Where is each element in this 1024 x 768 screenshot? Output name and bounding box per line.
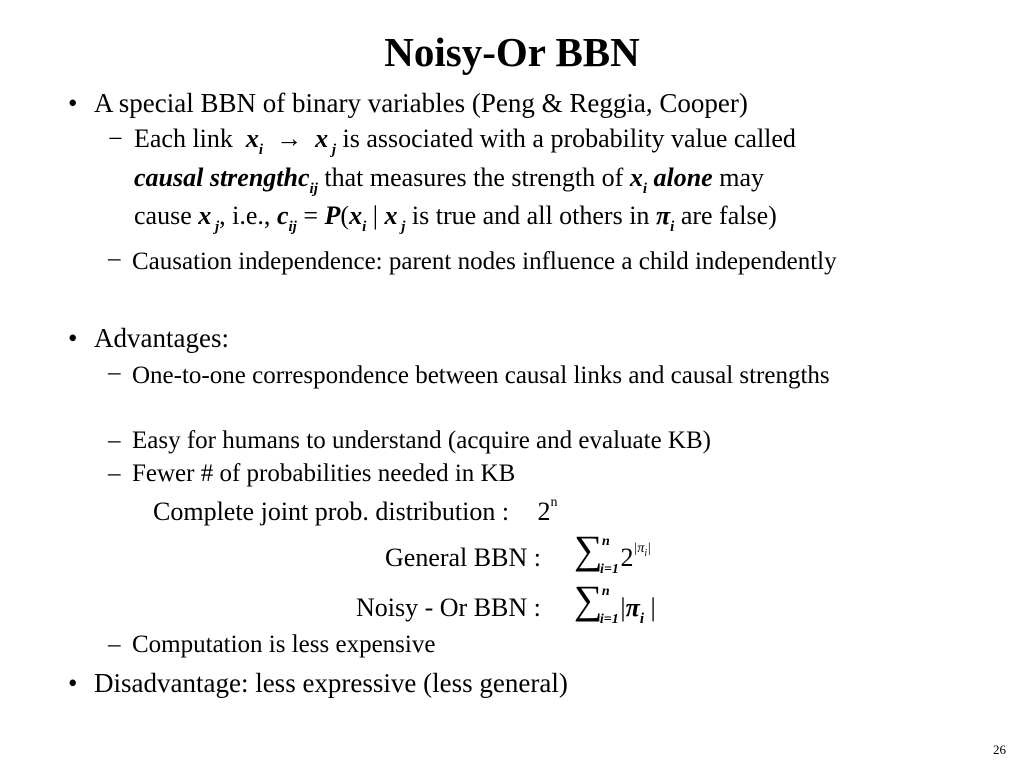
math-c-ij-2: $c_{ij}$ [276, 201, 297, 235]
sum-symbol: ∑ n i=1 [573, 577, 619, 627]
bullet-3-text: Disadvantage: less expressive (less general) [94, 668, 568, 698]
page-number: 26 [993, 742, 1006, 757]
causal-link-line-1 [134, 124, 796, 158]
formula-2-label: General BBN : [385, 542, 541, 572]
line3-end: are false) [680, 201, 777, 230]
causal-link-line-3: cause x $_j$, i.e., $c_{ij} = P(x_i$ | x $_j$ is true and all others in $\pi_i$ are false) [134, 201, 777, 235]
math-c-ij: $c_{ij}$ [298, 163, 318, 197]
arrow-icon: → [269, 124, 309, 153]
advantage-4-text: Computation is less expensive [132, 631, 436, 658]
two-power-n: 2$^n$ [537, 495, 558, 526]
math-x-i-3: $x_i$ [349, 201, 367, 235]
causal-strength-term: causal strength [134, 163, 298, 192]
line2-mid: that measures the strength of [324, 163, 624, 192]
two-power-pi: $2^{|\pi_i|}$ [620, 540, 651, 572]
bullet-dot: • [68, 668, 78, 698]
math-p: P [324, 201, 341, 230]
abs-pi-i: $|\pi_i$ | [620, 592, 656, 627]
dash: – [108, 245, 121, 272]
math-pi-i: $\pi_i$ [655, 201, 675, 235]
advantage-2-text: Easy for humans to understand (acquire and evaluate KB) [132, 427, 711, 454]
slide-title: Noisy-Or BBN [384, 29, 640, 75]
formula-complete-joint [153, 497, 558, 527]
formula-general-bbn [385, 527, 651, 580]
bullet-1-text: A special BBN of binary variables (Peng & Reggia, Cooper) [94, 88, 748, 118]
bullet-dot: • [68, 88, 78, 118]
causation-independence-text: Causation independence: parent nodes influence a child independently [132, 248, 837, 275]
dash: – [108, 359, 121, 386]
equals-sign: = [303, 201, 318, 230]
math-x-i-2: $x_i$ [629, 163, 647, 197]
math-x-j-3: x $_j$ [384, 201, 406, 235]
sum-symbol: ∑ n i=1 [573, 527, 619, 577]
math-x-j-2: x $_j$ [198, 201, 220, 235]
math-x-j: x $_j$ [315, 124, 337, 158]
line1-post: is associated with a probability value called [342, 124, 796, 153]
advantage-1-text: One-to-one correspondence between causal links and causal strengths [132, 362, 830, 389]
line2-may: may [719, 163, 764, 192]
line3-ie: , i.e., [219, 201, 271, 230]
alone-term: alone [653, 163, 713, 192]
dash: – [108, 631, 121, 658]
causal-link-line-2 [134, 163, 764, 197]
dash: − [108, 124, 123, 153]
dash: – [108, 460, 121, 487]
line3-post: is true and all others in [411, 201, 650, 230]
line1-pre: Each link [134, 124, 233, 153]
bullet-2-text: Advantages: [94, 323, 229, 353]
formula-1-label: Complete joint prob. distribution : [153, 497, 510, 526]
math-x-i: $x_i$ [239, 124, 264, 158]
advantage-3-text: Fewer # of probabilities needed in KB [132, 460, 516, 487]
dash: – [108, 427, 121, 454]
formula-3-label: Noisy - Or BBN : [356, 592, 541, 622]
line3-cause: cause [134, 201, 192, 230]
bullet-dot: • [68, 323, 78, 353]
formula-noisy-or-bbn [356, 577, 656, 630]
